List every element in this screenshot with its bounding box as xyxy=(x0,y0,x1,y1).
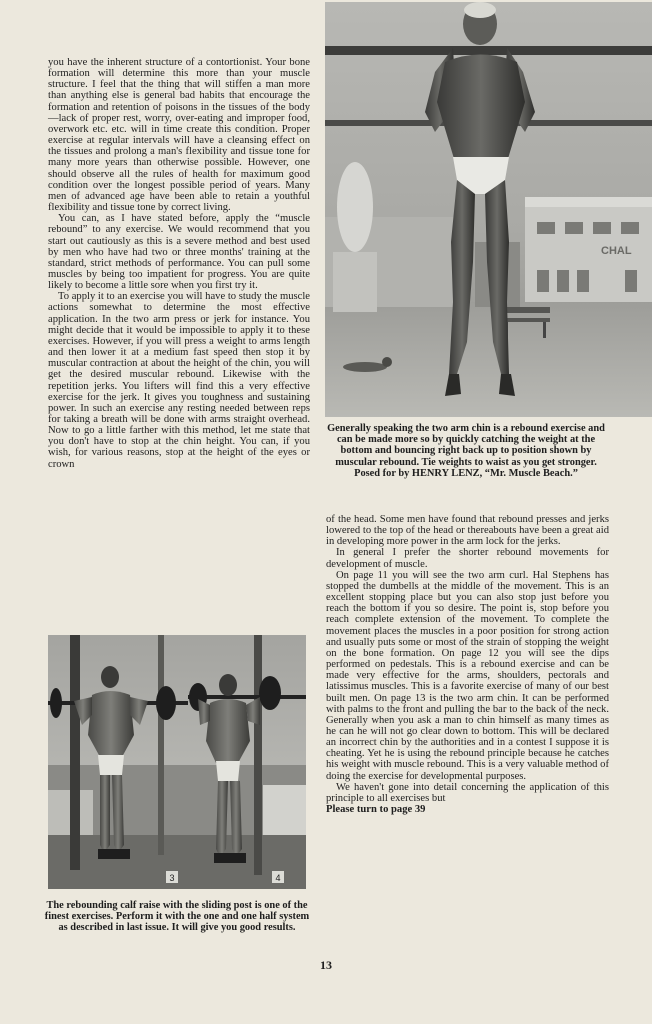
right-paragraph-2: In general I prefer the shorter rebound movements for development of muscle. xyxy=(326,547,609,570)
left-text-column xyxy=(48,57,310,470)
left-paragraph-2: You can, as I have stated before, apply the “muscle rebound” to any exercise. We would recommend that you start out cautiously as this is a severe method and best used by men who have had two or three months' training at the standard, strict methods of performance. You can pull some muscles by being too impatient for progress. You are quite likely to become a little sore when you first try it. xyxy=(48,213,310,292)
photo-marker-3: 3 xyxy=(169,873,175,883)
calf-raise-photo xyxy=(48,635,306,889)
right-paragraph-3: On page 11 you will see the two arm curl. Hal Stephens has stopped the dumbells at the middle of the movement. This is an excellent stopping place but you can also stop just before you reach the bottom if you so desire. The point is, stop before you reach complete extension of the movement. To complete the movement places the muscles in a poor position for strong action and usually puts some or most of the strain of stopping the weight on the bone formation. On page 12 you will see the dips performed on pedestals. This is a rebound exercise and can be made very effective for the arms, shoulders, pectorals and latissimus muscles. This is a favorite exercise of many of our best built men. On page 13 is the two arm chin. It can be performed with palms to the front and pulling the bar to the back of the neck. Generally when you ask a man to chin himself as many times as he can he will not go clear down to bottom. This will be declared an incorrect chin by the authorities and in a contest I suppose it is cheating. Yet he is using the rebound principle because he catches his weight with muscle rebound. This is a very valuable method of doing the exercise for developmental purposes. xyxy=(326,569,609,782)
chin-up-caption: Generally speaking the two arm chin is a rebound exercise and can be made more so by quickly catching the weight at the bottom and bouncing right back up to position shown by muscular rebound. Tie weights to waist as you get stronger. Posed for by HENRY LENZ, “Mr. Muscle Beach.” xyxy=(327,423,605,479)
right-paragraph-4-text: We haven't gone into detail concerning the application of this principle to all exercises but xyxy=(326,781,609,804)
right-text-column xyxy=(326,514,609,815)
calf-raise-caption: The rebounding calf raise with the sliding post is one of the finest exercises. Perform it with the one and one half system as described in last issue. It will give you good results. xyxy=(44,900,310,934)
building-sign: CHAL xyxy=(601,245,632,257)
right-paragraph-1: of the head. Some men have found that rebound presses and jerks lowered to the top of the head or thereabouts have been a great aid in developing more power in the arm lock for the jerks. xyxy=(326,514,609,548)
continuation-note: Please turn to page 39 xyxy=(326,804,426,816)
right-paragraph-4 xyxy=(326,782,609,815)
photo-marker-4: 4 xyxy=(275,873,281,883)
page-number: 13 xyxy=(320,958,332,972)
left-paragraph-1: you have the inherent structure of a contortionist. Your bone formation will determine this more than your muscle structure. I feel that the thing that will stiffen a man more than anything else is general bad habits that encourage the formation and retention of poisons in the tissues of the body—lack of proper rest, worry, over-eating and improper food, overwork etc. etc. will in time create this condition. Proper exercise at regular intervals will have a cleansing effect on the tissues and prolong a man's flexibility and tissue tone for many more years than otherwise possible. However, one should observe all the rules of health for maximum good condition over the longest possible period of years. Many men of advanced age have been able to retain a youthful flexibility and tissue tone by correct living. xyxy=(48,57,310,214)
chin-up-photo xyxy=(325,2,652,417)
left-paragraph-3: To apply it to an exercise you will have to study the muscle actions somewhat to determine the most effective application. In the two arm press or jerk for instance. You might decide that it would be impossible to apply it to these exercises. However, if you will press a weight to arms length and then lower it at a medium fast speed then stop it by muscular contraction at about the height of the chin, you will get the desired muscular rebound. Likewise with the repetition jerks. You lifters will find this a very effective exercise for the jerk. It gives you toughness and sustaining power. In such an exercise any resting needed between reps for taking a breath will be done with arms straight overhead. Now to go a little farther with this method, let me state that you don't have to stop at the chin height. You can, if you wish, for various reasons, stop at the height of the eyes or crown xyxy=(48,291,310,470)
